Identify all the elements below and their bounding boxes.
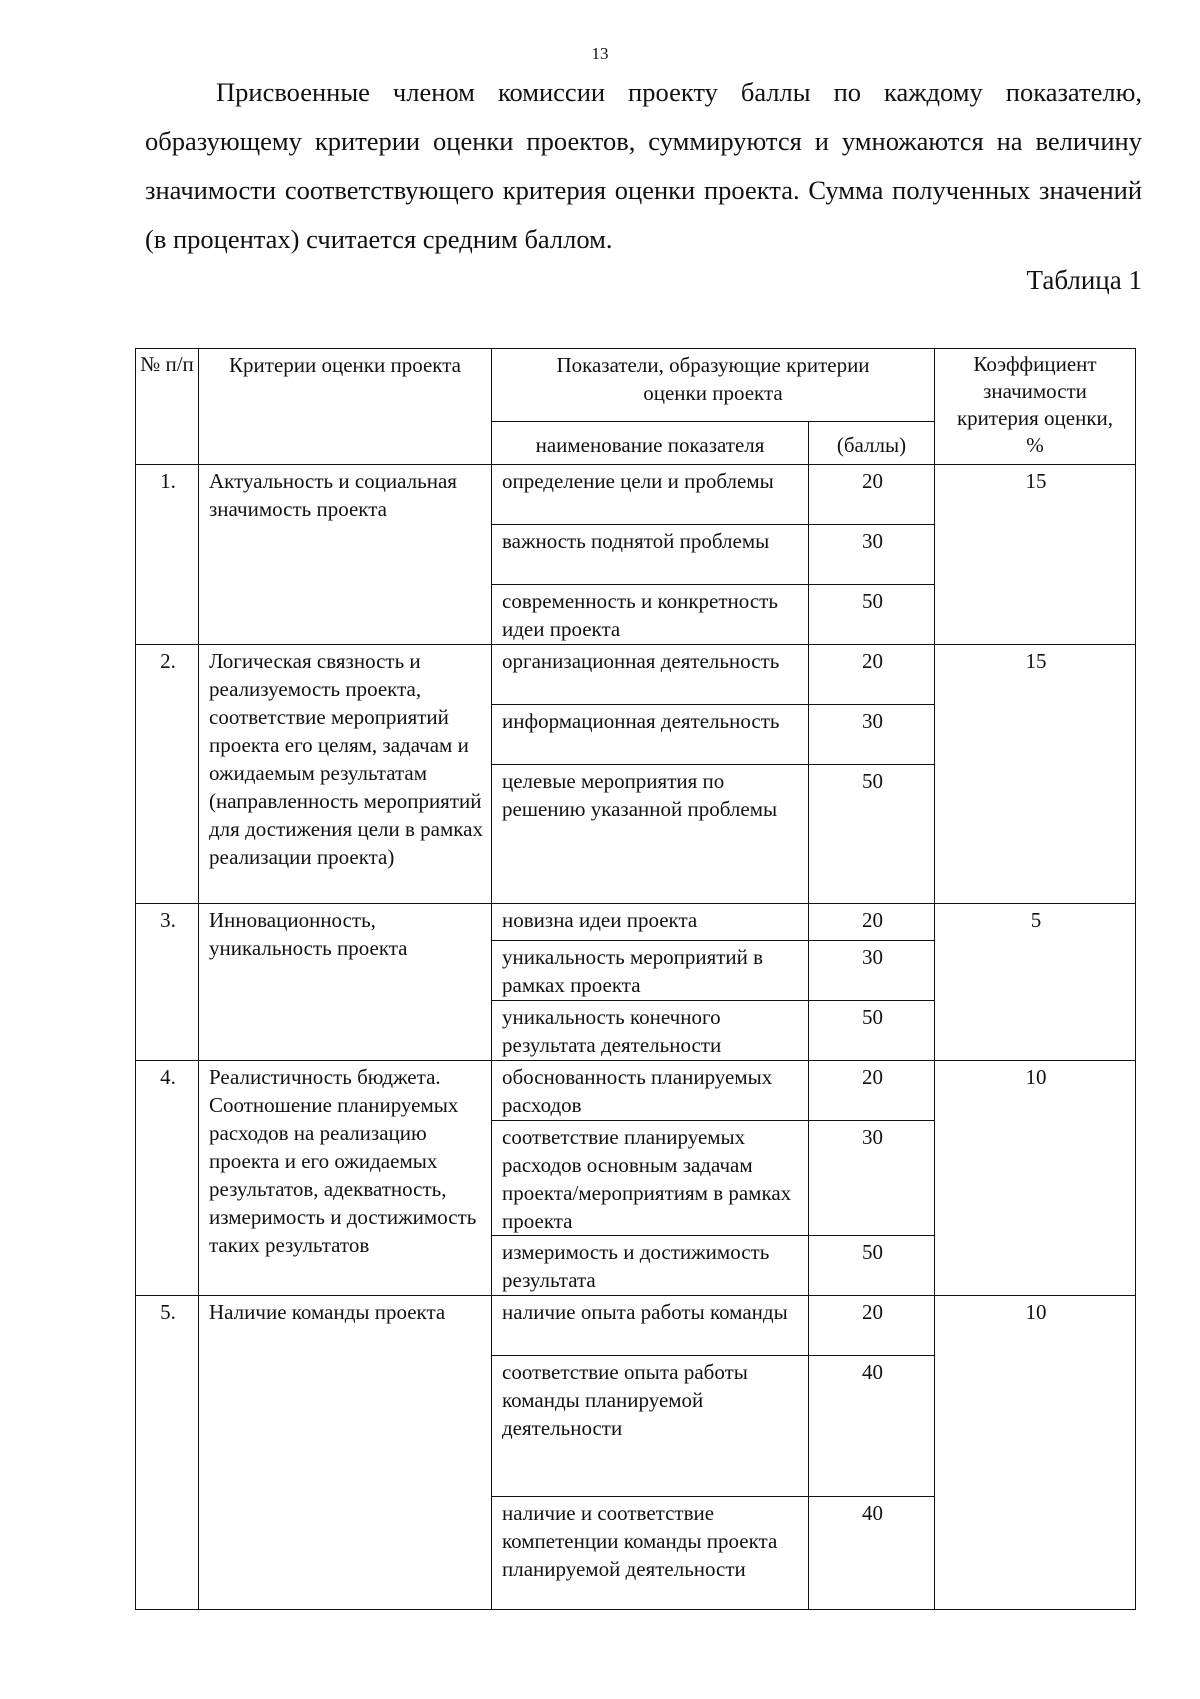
indicator-name-cell: наличие опыта работы команды (492, 1296, 809, 1356)
indicator-name-cell: новизна идеи проекта (492, 904, 809, 941)
table-row (136, 904, 1136, 941)
indicator-points-cell: 30 (809, 941, 935, 1001)
coefficient-cell: 10 (935, 1296, 1136, 1610)
criterion-cell: Актуальность и социальная значимость проекта (199, 465, 492, 645)
indicator-points-cell: 50 (809, 1001, 935, 1061)
table-caption: Таблица 1 (1026, 265, 1142, 295)
indicator-points-cell: 30 (809, 525, 935, 585)
indicator-name-cell: измеримость и достижимость результата (492, 1236, 809, 1296)
row-number: 4. (136, 1061, 199, 1296)
header-points: (баллы) (809, 422, 935, 465)
intro-paragraph: Присвоенные членом комиссии проекту баллы по каждому показателю, образующему критерии оценки проектов, суммируются и умножаются на величину значимости соответствующего критерия оценки проекта. Сумма полученных значений (в процентах) считается средним баллом. (145, 77, 1142, 254)
indicator-name-cell: организационная деятельность (492, 645, 809, 705)
indicator-name-cell: соответствие опыта работы команды планируемой деятельности (492, 1356, 809, 1497)
indicator-name-cell: определение цели и проблемы (492, 465, 809, 525)
criteria-table (135, 348, 1136, 1610)
criterion-cell: Логическая связность и реализуемость проекта, соответствие мероприятий проекта его целям, задачам и ожидаемым результатам (направленность мероприятий для достижения цели в рамках реализации проекта) (199, 645, 492, 904)
header-criteria: Критерии оценки проекта (199, 349, 492, 465)
criterion-cell: Реалистичность бюджета. Соотношение планируемых расходов на реализацию проекта и его ожидаемых результатов, адекватность, измеримость и достижимость таких результатов (199, 1061, 492, 1296)
row-number: 5. (136, 1296, 199, 1610)
indicator-points-cell: 50 (809, 585, 935, 645)
indicator-name-cell: соответствие планируемых расходов основным задачам проекта/мероприятиям в рамках проекта (492, 1121, 809, 1236)
indicator-name-cell: уникальность конечного результата деятельности (492, 1001, 809, 1061)
coefficient-cell: 5 (935, 904, 1136, 1061)
coefficient-cell: 15 (935, 465, 1136, 645)
row-number: 3. (136, 904, 199, 1061)
indicator-points-cell: 20 (809, 1296, 935, 1356)
page-number: 13 (591, 44, 609, 63)
header-indicator-name: наименование показателя (492, 422, 809, 465)
table-row (136, 465, 1136, 525)
row-number: 1. (136, 465, 199, 645)
indicator-points-cell: 40 (809, 1497, 935, 1610)
coefficient-cell: 10 (935, 1061, 1136, 1296)
indicator-points-cell: 20 (809, 1061, 935, 1121)
header-coefficient: Коэффициент значимости критерия оценки, % (935, 349, 1136, 465)
indicator-points-cell: 50 (809, 765, 935, 904)
indicator-points-cell: 50 (809, 1236, 935, 1296)
indicator-name-cell: важность поднятой проблемы (492, 525, 809, 585)
indicator-points-cell: 20 (809, 465, 935, 525)
table-row (136, 645, 1136, 705)
indicator-points-cell: 40 (809, 1356, 935, 1497)
criterion-cell: Наличие команды проекта (199, 1296, 492, 1610)
header-indicators: Показатели, образующие критерии оценки проекта (492, 349, 935, 422)
indicator-name-cell: информационная деятельность (492, 705, 809, 765)
table-body (136, 465, 1136, 1610)
indicator-name-cell: обоснованность планируемых расходов (492, 1061, 809, 1121)
indicator-name-cell: уникальность мероприятий в рамках проекта (492, 941, 809, 1001)
indicator-points-cell: 20 (809, 645, 935, 705)
indicator-points-cell: 20 (809, 904, 935, 941)
indicator-name-cell: наличие и соответствие компетенции команды проекта планируемой деятельности (492, 1497, 809, 1610)
indicator-name-cell: целевые мероприятия по решению указанной проблемы (492, 765, 809, 904)
indicator-name-cell: современность и конкретность идеи проекта (492, 585, 809, 645)
table-row (136, 1061, 1136, 1121)
coefficient-cell: 15 (935, 645, 1136, 904)
indicator-points-cell: 30 (809, 705, 935, 765)
header-number: № п/п (136, 349, 199, 465)
table-row (136, 1296, 1136, 1356)
criterion-cell: Инновационность, уникальность проекта (199, 904, 492, 1061)
row-number: 2. (136, 645, 199, 904)
indicator-points-cell: 30 (809, 1121, 935, 1236)
